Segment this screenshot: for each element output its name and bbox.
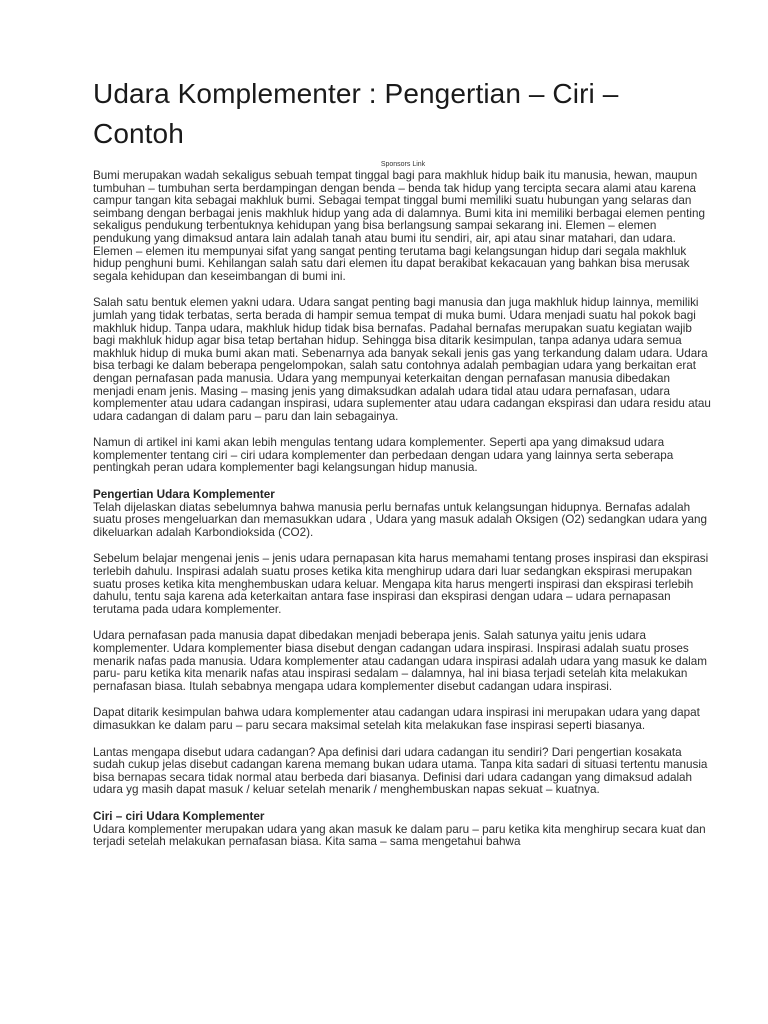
section-pengertian	[93, 489, 713, 539]
paragraph: Salah satu bentuk elemen yakni udara. Udara sangat penting bagi manusia dan juga makhluk hidup lainnya, memiliki jumlah yang tidak terbatas, serta berada di hampir semua tempat di muka bumi. Udara menjadi suatu hal pokok bagi makhluk hidup. Tanpa udara, makhluk hidup tidak bisa bernafas. Padahal bernafas merupakan suatu kegiatan wajib bagi makhluk hidup agar bisa tetap bertahan hidup. Sehingga bisa ditarik kesimpulan, tanpa adanya udara semua makhluk hidup di muka bumi akan mati. Sebenarnya ada banyak sekali jenis gas yang terkandung dalam udara. Udara bisa terbagi ke dalam beberapa pengelompokan, salah satu contohnya adalah pembagian udara yang berkaitan erat dengan pernafasan pada manusia. Udara yang mempunyai keterkaitan dengan pernafasan manusia dibedakan menjadi enam jenis. Masing – masing jenis yang dimaksudkan adalah udara tidal atau udara pernafasan, udara komplementer atau udara cadangan inspirasi, udara suplementer atau udara cadangan ekspirasi dan udara residu atau udara cadangan di dalam paru – paru dan lain sebagainya.	[93, 296, 711, 423]
article	[93, 74, 713, 849]
paragraph: Sebelum belajar mengenai jenis – jenis udara pernapasan kita harus memahami tentang proses inspirasi dan ekspirasi terlebih dahulu. Inspirasi adalah suatu proses ketika kita menghirup udara dari luar sedangkan ekspirasi merupakan suatu proses ketika kita menghembuskan udara keluar. Mengapa kita harus mengerti inspirasi dan ekspirasi terlebih dahulu, tentu saja karena ada keterkaitan antara fase inspirasi dan ekspirasi dengan udara – udara pernapasan terutama pada udara komplementer.	[93, 552, 709, 616]
paragraph: Dapat ditarik kesimpulan bahwa udara komplementer atau cadangan udara inspirasi ini merupakan udara yang dapat dimasukkan ke dalam paru – paru secara maksimal setelah kita melakukan fase inspirasi seperti biasanya.	[93, 706, 700, 732]
paragraph: Namun di artikel ini kami akan lebih mengulas tentang udara komplementer. Seperti apa yang dimaksud udara komplementer tentang ciri – ciri udara komplementer dan perbedaan dengan udara yang lainnya serta seberapa pentingkah peran udara komplementer bagi kelangsungan hidup manusia.	[93, 436, 674, 475]
section-ciri	[93, 811, 713, 849]
paragraph-text: Udara komplementer merupakan udara yang akan masuk ke dalam paru – paru ketika kita menghirup secara kuat dan terjadi setelah melakukan pernafasan biasa. Kita sama – sama mengetahui bahwa	[93, 822, 706, 849]
sponsor-link[interactable]: Sponsors Link	[380, 161, 426, 168]
paragraph: Udara pernafasan pada manusia dapat dibedakan menjadi beberapa jenis. Salah satunya yaitu jenis udara komplementer. Udara komplementer biasa disebut dengan cadangan udara inspirasi. Inspirasi adalah suatu proses menarik nafas pada manusia. Udara komplementer atau cadangan udara inspirasi adalah udara yang masuk ke dalam paru- paru ketika kita menarik nafas atau inspirasi sedalam – dalamnya, hal ini biasa terjadi setelah kita melakukan pernafasan biasa. Itulah sebabnya mengapa udara komplementer disebut cadangan udara inspirasi.	[93, 629, 707, 693]
paragraph: Bumi merupakan wadah sekaligus sebuah tempat tinggal bagi para makhluk hidup baik itu manusia, hewan, maupun tumbuhan – tumbuhan serta berdampingan dengan benda – benda tak hidup yang tercipta secara alami atau karena campur tangan kita sebagai makhluk bumi. Sebagai tempat tinggal bumi memiliki suatu hubungan yang selaras dan seimbang dengan berbagai jenis makhluk hidup yang ada di dalamnya. Bumi kita ini memiliki berbagai elemen penting sekaligus pendukung terbentuknya kehidupan yang bisa berlangsung sampai sekarang ini. Elemen – elemen pendukung yang dimaksud antara lain adalah tanah atau bumi itu sendiri, air, api atau sinar matahari, dan udara. Elemen – elemen itu mempunyai sifat yang sangat penting terutama bagi kelangsungan hidup dari segala makhluk hidup penghuni bumi. Kehilangan salah satu dari elemen itu dapat berakibat kekacauan yang bahkan bisa merusak segala kehidupan dan keseimbangan di bumi ini.	[93, 169, 706, 283]
paragraph-text: Telah dijelaskan diatas sebelumnya bahwa manusia perlu bernafas untuk kelangsungan hidupnya. Bernafas adalah suatu proses mengeluarkan dan memasukkan udara , Udara yang masuk adalah Oksigen (O2) sedangkan udara yang dikeluarkan adalah Karbondioksida (CO2).	[93, 500, 707, 539]
section-heading: Pengertian Udara Komplementer	[93, 488, 275, 502]
paragraph: Lantas mengapa disebut udara cadangan? Apa definisi dari udara cadangan itu sendiri? Dari pengertian kosakata sudah cukup jelas disebut cadangan karena memang bukan udara utama. Tanpa kita sadari di situasi tertentu manusia bisa bernapas secara tidak normal atau berbeda dari biasanya. Definisi dari udara cadangan yang dimaksud adalah udara yg masih dapat masuk / keluar setelah menarik / menghembuskan napas sekuat – kuatnya.	[93, 745, 708, 797]
page-title: Udara Komplementer : Pengertian – Ciri – Contoh	[93, 78, 619, 149]
section-heading: Ciri – ciri Udara Komplementer	[93, 809, 265, 823]
